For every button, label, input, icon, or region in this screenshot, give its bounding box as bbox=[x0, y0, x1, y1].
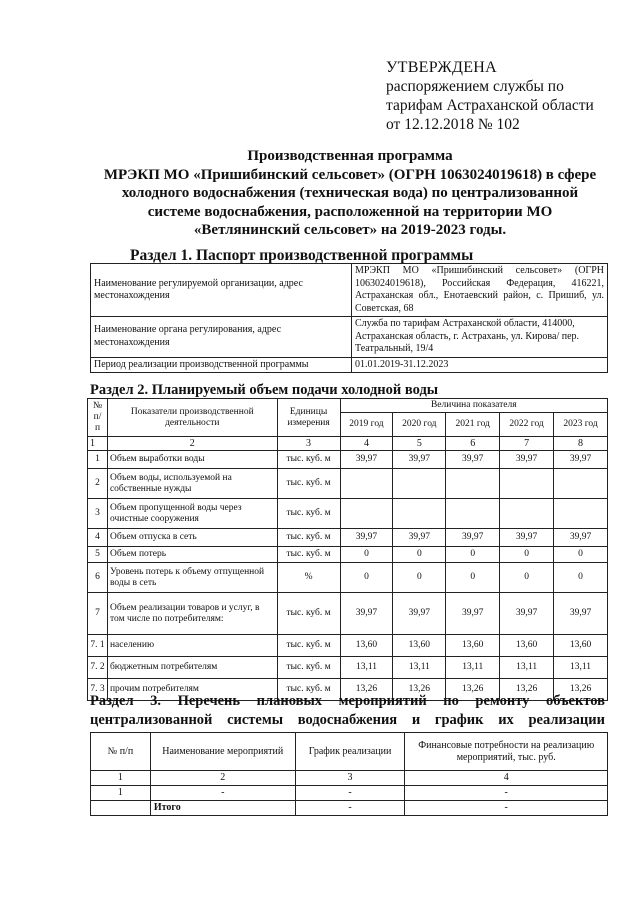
row-num: 7. 1 bbox=[88, 635, 108, 657]
row-value: 39,97 bbox=[393, 451, 446, 469]
table-row bbox=[91, 264, 608, 317]
row-indicator: Объем реализации товаров и услуг, в том числе по потребителям: bbox=[107, 593, 277, 635]
passport-value: МРЭКП МО «Пришибинский сельсовет» (ОГРН 1063024019618), Российская Федерация, 416221, Астраханская обл., Енотаевский район, с. Пришиб, ул. Советская, 68 bbox=[352, 264, 608, 317]
volume-table bbox=[87, 398, 608, 701]
col-number: 8 bbox=[554, 437, 608, 451]
measures-table bbox=[90, 732, 608, 816]
row-unit: тыс. куб. м bbox=[277, 529, 340, 547]
table-row bbox=[91, 786, 608, 801]
row-value: 13,26 bbox=[554, 679, 608, 701]
row-value: 0 bbox=[554, 563, 608, 593]
header-schedule: График реализации bbox=[295, 733, 405, 771]
section1-heading: Раздел 1. Паспорт производственной программы bbox=[130, 247, 474, 264]
table-row bbox=[91, 357, 608, 373]
document-title bbox=[80, 147, 620, 240]
table-row bbox=[88, 529, 608, 547]
row-unit: % bbox=[277, 563, 340, 593]
header-year: 2023 год bbox=[554, 413, 608, 437]
row-schedule: - bbox=[295, 801, 405, 816]
row-value: 13,11 bbox=[393, 657, 446, 679]
column-number-row bbox=[91, 771, 608, 786]
row-value: 0 bbox=[340, 563, 393, 593]
row-indicator: населению bbox=[107, 635, 277, 657]
row-num: 4 bbox=[88, 529, 108, 547]
approval-line: тарифам Астраханской области bbox=[386, 97, 594, 114]
row-value: 0 bbox=[340, 547, 393, 563]
table-header-row bbox=[91, 733, 608, 771]
table-row bbox=[88, 593, 608, 635]
passport-value: 01.01.2019-31.12.2023 bbox=[352, 357, 608, 373]
row-unit: тыс. куб. м bbox=[277, 469, 340, 499]
header-indicator: Показатели производственной деятельности bbox=[107, 399, 277, 437]
row-value bbox=[500, 469, 554, 499]
row-unit: тыс. куб. м bbox=[277, 593, 340, 635]
row-indicator: Объем воды, используемой на собственные нужды bbox=[107, 469, 277, 499]
row-num: 7. 3 bbox=[88, 679, 108, 701]
col-number: 6 bbox=[446, 437, 500, 451]
passport-label: Наименование регулируемой организации, адрес местонахождения bbox=[91, 264, 352, 317]
table-row-total bbox=[91, 801, 608, 816]
row-value bbox=[554, 469, 608, 499]
row-name: Итого bbox=[150, 801, 295, 816]
row-value: 13,26 bbox=[446, 679, 500, 701]
col-number: 3 bbox=[295, 771, 405, 786]
col-number: 1 bbox=[88, 437, 108, 451]
title-line: МРЭКП МО «Пришибинский сельсовет» (ОГРН 1063024019618) в сфере bbox=[103, 166, 597, 183]
row-indicator: Объем пропущенной воды через очистные сооружения bbox=[107, 499, 277, 529]
row-indicator: Объем отпуска в сеть bbox=[107, 529, 277, 547]
table-row bbox=[88, 547, 608, 563]
row-unit: тыс. куб. м bbox=[277, 547, 340, 563]
col-number: 2 bbox=[150, 771, 295, 786]
header-year: 2019 год bbox=[340, 413, 393, 437]
row-value: 39,97 bbox=[446, 593, 500, 635]
header-year: 2021 год bbox=[446, 413, 500, 437]
row-value: 39,97 bbox=[340, 529, 393, 547]
approval-stamp bbox=[386, 58, 636, 134]
row-num: 1 bbox=[88, 451, 108, 469]
row-value: 13,60 bbox=[446, 635, 500, 657]
row-unit: тыс. куб. м bbox=[277, 679, 340, 701]
col-number: 7 bbox=[500, 437, 554, 451]
row-value bbox=[500, 499, 554, 529]
row-value: 39,97 bbox=[554, 451, 608, 469]
row-finance: - bbox=[405, 786, 608, 801]
row-value bbox=[340, 499, 393, 529]
header-num: № п/ п bbox=[88, 399, 108, 437]
row-value: 13,60 bbox=[500, 635, 554, 657]
passport-label: Наименование органа регулирования, адрес местонахождения bbox=[91, 317, 352, 358]
col-number: 5 bbox=[393, 437, 446, 451]
column-number-row bbox=[88, 437, 608, 451]
row-value: 0 bbox=[446, 547, 500, 563]
row-num: 2 bbox=[88, 469, 108, 499]
row-indicator: бюджетным потребителям bbox=[107, 657, 277, 679]
row-value bbox=[446, 469, 500, 499]
row-value bbox=[446, 499, 500, 529]
approval-date: от 12.12.2018 № 102 bbox=[386, 116, 520, 133]
col-number: 1 bbox=[91, 771, 151, 786]
row-value: 39,97 bbox=[500, 593, 554, 635]
row-num: 7. 2 bbox=[88, 657, 108, 679]
row-value: 13,11 bbox=[446, 657, 500, 679]
title-line: системе водоснабжения, расположенной на территории МО bbox=[147, 203, 553, 220]
row-value: 13,11 bbox=[554, 657, 608, 679]
section2-heading: Раздел 2. Планируемый объем подачи холодной воды bbox=[90, 382, 439, 398]
row-value: 13,11 bbox=[500, 657, 554, 679]
row-num: 5 bbox=[88, 547, 108, 563]
row-indicator: Уровень потерь к объему отпущенной воды в сеть bbox=[107, 563, 277, 593]
row-finance: - bbox=[405, 801, 608, 816]
row-value: 39,97 bbox=[340, 451, 393, 469]
table-row bbox=[88, 469, 608, 499]
title-line: холодного водоснабжения (техническая вода) по централизованной bbox=[121, 185, 579, 201]
row-value: 0 bbox=[554, 547, 608, 563]
row-num bbox=[91, 801, 151, 816]
header-name: Наименование мероприятий bbox=[150, 733, 295, 771]
header-year: 2022 год bbox=[500, 413, 554, 437]
row-value: 13,11 bbox=[340, 657, 393, 679]
row-value: 39,97 bbox=[393, 529, 446, 547]
row-value: 0 bbox=[393, 563, 446, 593]
row-value bbox=[393, 499, 446, 529]
row-value bbox=[393, 469, 446, 499]
row-value bbox=[340, 469, 393, 499]
row-value: 13,26 bbox=[500, 679, 554, 701]
row-value: 13,60 bbox=[393, 635, 446, 657]
table-row bbox=[88, 451, 608, 469]
header-value-group: Величина показателя bbox=[340, 399, 607, 413]
row-name: - bbox=[150, 786, 295, 801]
table-row bbox=[88, 635, 608, 657]
title-line: Производственная программа bbox=[247, 148, 453, 164]
row-value: 13,60 bbox=[340, 635, 393, 657]
header-year: 2020 год bbox=[393, 413, 446, 437]
col-number: 3 bbox=[277, 437, 340, 451]
table-row bbox=[91, 317, 608, 358]
row-value: 0 bbox=[500, 547, 554, 563]
row-num: 6 bbox=[88, 563, 108, 593]
approval-title: УТВЕРЖДЕНА bbox=[386, 59, 498, 76]
row-indicator: прочим потребителям bbox=[107, 679, 277, 701]
row-indicator: Объем выработки воды bbox=[107, 451, 277, 469]
row-value: 39,97 bbox=[446, 451, 500, 469]
col-number: 4 bbox=[405, 771, 608, 786]
row-value: 0 bbox=[446, 563, 500, 593]
table-row bbox=[88, 499, 608, 529]
row-value: 39,97 bbox=[554, 593, 608, 635]
row-unit: тыс. куб. м bbox=[277, 451, 340, 469]
passport-label: Период реализации производственной программы bbox=[91, 357, 352, 373]
header-finance: Финансовые потребности на реализацию мероприятий, тыс. руб. bbox=[405, 733, 608, 771]
table-row bbox=[88, 563, 608, 593]
row-schedule: - bbox=[295, 786, 405, 801]
row-num: 1 bbox=[91, 786, 151, 801]
header-unit: Единицы измерения bbox=[277, 399, 340, 437]
row-value: 39,97 bbox=[446, 529, 500, 547]
row-unit: тыс. куб. м bbox=[277, 657, 340, 679]
row-value: 39,97 bbox=[340, 593, 393, 635]
title-line: «Ветлянинский сельсовет» на 2019-2023 годы. bbox=[193, 222, 507, 238]
row-value: 13,26 bbox=[340, 679, 393, 701]
row-unit: тыс. куб. м bbox=[277, 635, 340, 657]
table-header-row bbox=[88, 399, 608, 413]
row-value: 0 bbox=[500, 563, 554, 593]
row-value: 39,97 bbox=[554, 529, 608, 547]
row-indicator: Объем потерь bbox=[107, 547, 277, 563]
row-value: 39,97 bbox=[393, 593, 446, 635]
table-row bbox=[88, 657, 608, 679]
row-unit: тыс. куб. м bbox=[277, 499, 340, 529]
header-num: № п/п bbox=[91, 733, 151, 771]
col-number: 2 bbox=[107, 437, 277, 451]
row-num: 7 bbox=[88, 593, 108, 635]
section3-heading: Раздел 3. Перечень плановых мероприятий по ремонту объектов централизованной системы водоснабжения и график их реализации bbox=[90, 693, 605, 728]
row-num: 3 bbox=[88, 499, 108, 529]
approval-line: распоряжением службы по bbox=[386, 78, 564, 95]
passport-table bbox=[90, 263, 608, 373]
row-value: 0 bbox=[393, 547, 446, 563]
row-value: 13,26 bbox=[393, 679, 446, 701]
row-value: 13,60 bbox=[554, 635, 608, 657]
row-value: 39,97 bbox=[500, 529, 554, 547]
passport-value: Служба по тарифам Астраханской области, 414000, Астраханская область, г. Астрахань, ул. Кирова/ пер. Театральный, 19/4 bbox=[352, 317, 608, 358]
row-value bbox=[554, 499, 608, 529]
col-number: 4 bbox=[340, 437, 393, 451]
row-value: 39,97 bbox=[500, 451, 554, 469]
